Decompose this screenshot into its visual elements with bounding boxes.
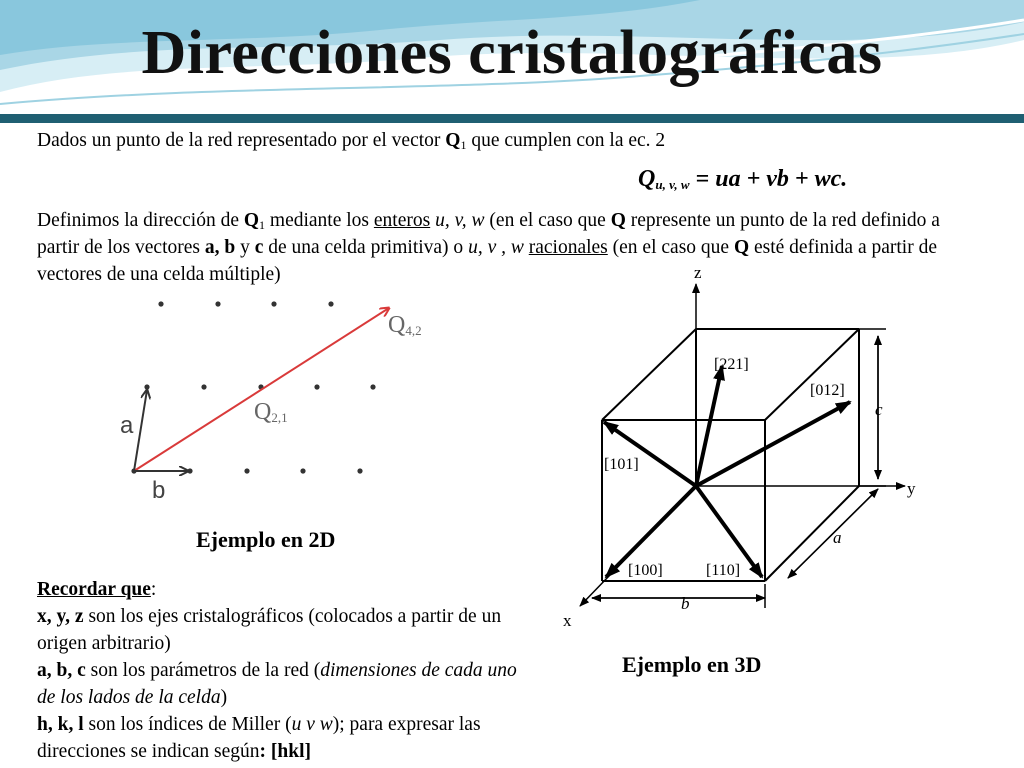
remember-heading: Recordar que:: [37, 579, 157, 600]
unit-cell-3d-diagram: [560, 268, 940, 638]
label-221: [221]: [714, 356, 749, 373]
definition-text: Definimos la dirección de $Q_1$ mediante los enteros u, v, w (en el caso que Q represente un punto de la red definido a partir de los vectores a, b y c de una celda primitiva) o u, v , w racionales (en el caso que Q esté definida a partir de vectores de una celda múltiple): [37, 210, 940, 285]
label-x: x: [563, 611, 572, 630]
intro-text: Dados un punto de la red representado por el vector $Q_1$ que cumplen con la ec. 2: [37, 130, 666, 152]
page-title: Direcciones cristalográficas: [141, 19, 883, 87]
label-b-3d: b: [681, 594, 690, 613]
label-a-2d: a: [120, 412, 134, 439]
label-101: [101]: [604, 456, 639, 473]
label-c-3d: c: [875, 400, 883, 419]
remember-line-axes: x, y, z son los ejes cristalográficos (colocados a partir de un origen arbitrario): [37, 606, 502, 654]
label-q42: $Q_{4,2}$: [388, 312, 422, 338]
remember-line-params: a, b, c son los parámetros de la red (dimensiones de cada uno de los lados de la celda): [37, 660, 517, 708]
vector-a-arrow: [134, 390, 147, 471]
label-100: [100]: [628, 562, 663, 579]
label-z: z: [694, 263, 702, 282]
caption-2d: Ejemplo en 2D: [196, 527, 336, 552]
label-b-2d: b: [152, 477, 166, 504]
label-012: [012]: [810, 382, 845, 399]
lattice-points: [131, 301, 375, 473]
direction-101-arrow: [604, 422, 696, 486]
label-a-3d: a: [833, 528, 842, 547]
equation: $Q_{u, v, w}$ = ua + vb + wc.: [638, 166, 848, 192]
vector-q42-arrow: [134, 308, 389, 471]
remember-section: [37, 576, 532, 765]
caption-3d: Ejemplo en 3D: [622, 652, 762, 677]
remember-line-miller: h, k, l son los índices de Miller (u v w); para expresar las direcciones se indican según: [hkl]: [37, 714, 481, 762]
label-y: y: [907, 479, 916, 498]
label-q21: $Q_{2,1}$: [254, 399, 288, 425]
label-110: [110]: [706, 562, 741, 579]
direction-012-arrow: [696, 402, 850, 486]
direction-221-arrow: [696, 366, 722, 486]
